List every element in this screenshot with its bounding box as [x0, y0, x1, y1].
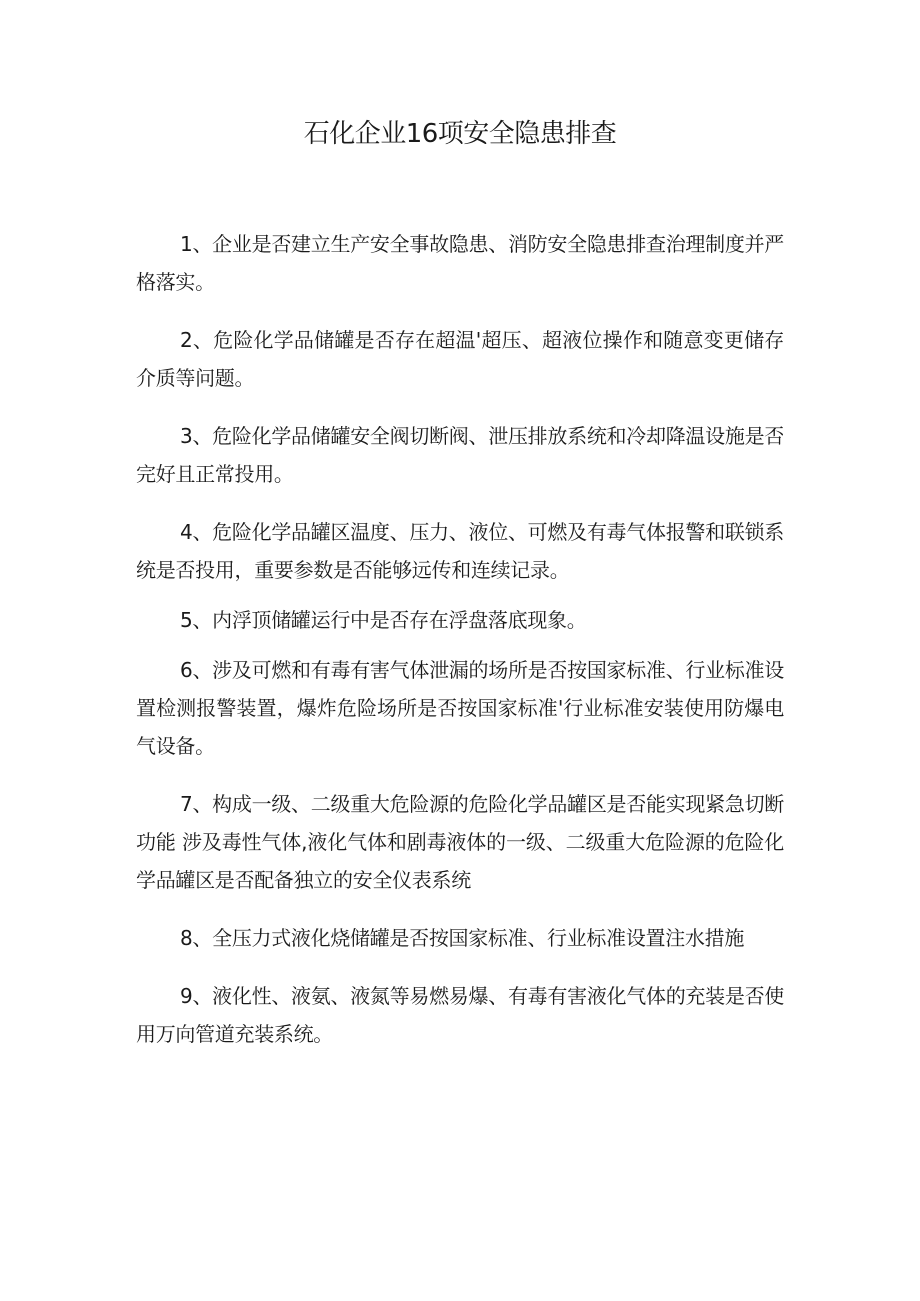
checklist-item-5: 5、内浮顶储罐运行中是否存在浮盘落底现象。 [180, 608, 587, 632]
document-title: 石化企业16项安全隐患排查 [303, 119, 617, 149]
checklist-item-7: 7、构成一级、二级重大危险源的危险化学品罐区是否能实现紧急切断功能 涉及毒性气体,液化气体和剧毒液体的一级、二级重大危险源的危险化学品罐区是否配备独立的安全仪表系统 [136, 792, 784, 892]
checklist-item-6: 6、涉及可燃和有毒有害气体泄漏的场所是否按国家标准、行业标准设置检测报警装置，爆炸危险场所是否按国家标准'行业标准安装使用防爆电气设备。 [136, 658, 784, 758]
checklist-item-3: 3、危险化学品储罐安全阀切断阀、泄压排放系统和冷却降温设施是否完好且正常投用。 [136, 424, 784, 486]
checklist-item-2: 2、危险化学品储罐是否存在超温'超压、超液位操作和随意变更储存介质等问题。 [136, 328, 784, 390]
checklist-item-1: 1、企业是否建立生产安全事故隐患、消防安全隐患排查治理制度并严格落实。 [136, 232, 784, 294]
checklist-item-4: 4、危险化学品罐区温度、压力、液位、可燃及有毒气体报警和联锁系统是否投用，重要参数是否能够远传和连续记录。 [136, 520, 784, 582]
checklist [136, 225, 784, 1053]
checklist-item-9: 9、液化性、液氨、液氮等易燃易爆、有毒有害液化气体的充装是否使用万向管道充装系统。 [136, 984, 784, 1046]
checklist-item-8: 8、全压力式液化烧储罐是否按国家标准、行业标准设置注水措施 [180, 926, 745, 950]
